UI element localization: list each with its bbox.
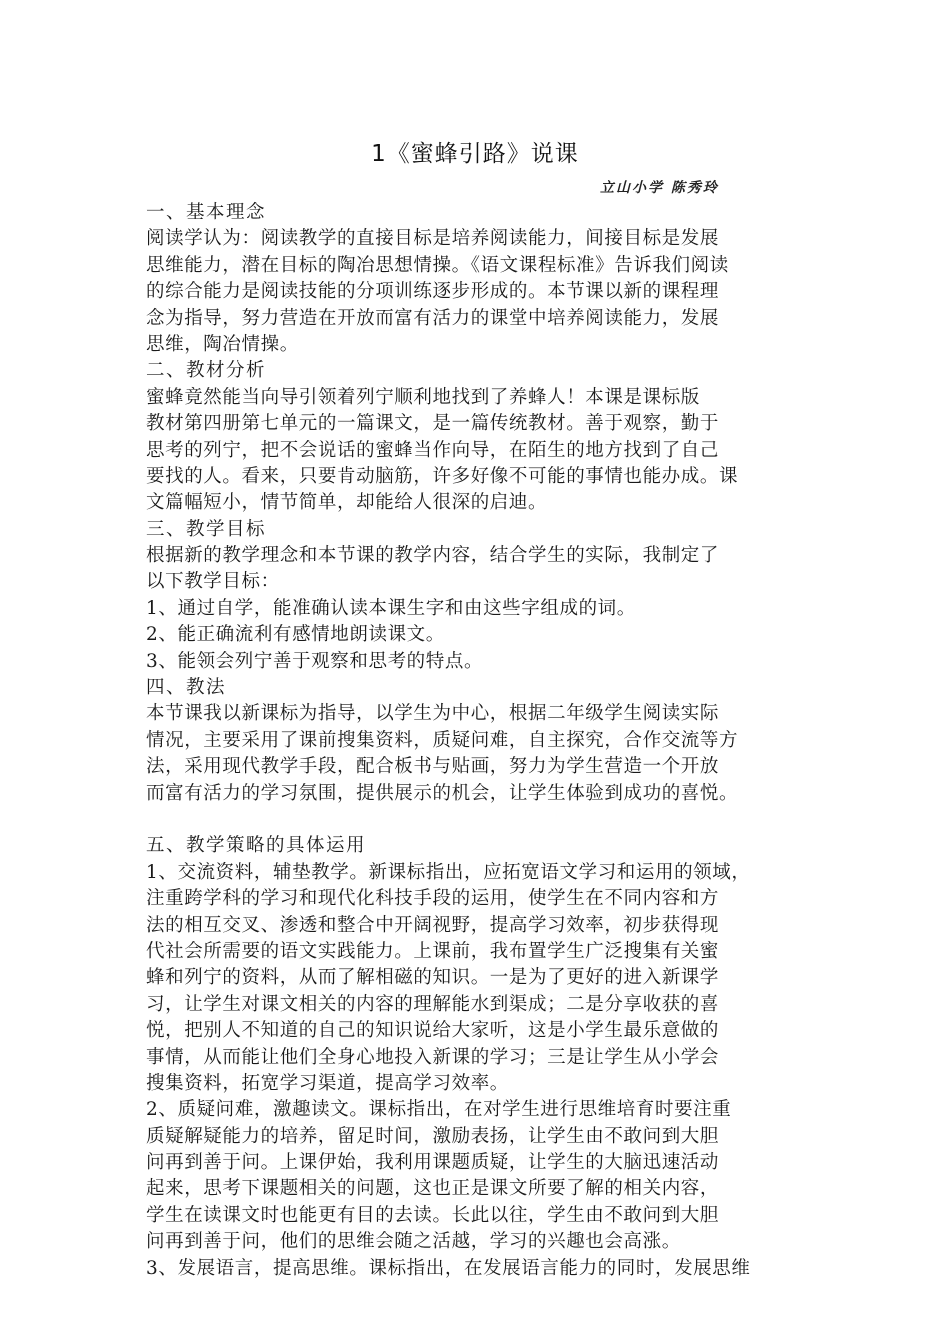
page-title: 1《蜜蜂引路》说课 [371,141,579,167]
section-heading: 一、基本理念 [146,202,267,223]
paragraph-line: 悦，把别人不知道的自己的知识说给大家听，这是小学生最乐意做的 [146,1020,720,1042]
section-teaching-goals [146,517,836,675]
paragraph-line: 而富有活力的学习氛围，提供展示的机会，让学生体验到成功的喜悦。 [146,782,739,804]
paragraph-line: 起来，思考下课题相关的问题，这也正是课文所要了解的相关内容， [146,1178,720,1200]
goal-item: 1、通过自学，能准确认读本课生字和由这些字组成的词。 [146,597,636,619]
paragraph-line: 搜集资料，拓宽学习渠道，提高学习效率。 [146,1072,509,1094]
section-heading: 二、教材分析 [146,360,267,382]
section-material-analysis [146,358,836,516]
paragraph-line: 文篇幅短小，情节简单，却能给人很深的启迪。 [146,492,548,514]
author-line: 立山小学 陈秀玲 [600,180,719,196]
paragraph-line: 思维能力，潜在目标的陶冶思想情操。《语文课程标准》告诉我们阅读 [146,254,729,276]
paragraph-line: 问再到善于问，他们的思维会随之活越，学习的兴趣也会高涨。 [146,1231,681,1253]
paragraph-line: 以下教学目标： [146,571,280,593]
paragraph-line: 念为指导，努力营造在开放而富有活力的课堂中培养阅读能力，发展 [146,307,720,329]
blank-line [146,807,836,833]
paragraph-line: 注重跨学科的学习和现代化科技手段的运用，使学生在不同内容和方 [146,888,720,910]
section-teaching-strategy [146,833,836,1282]
paragraph-line: 法的相互交叉、渗透和整合中开阔视野，提高学习效率，初步获得现 [146,914,720,936]
section-heading: 四、教法 [146,677,227,699]
section-basic-idea [146,200,836,358]
goal-item: 2、能正确流利有感情地朗读课文。 [146,624,445,646]
paragraph-line: 1、交流资料，辅垫教学。新课标指出，应拓宽语文学习和运用的领域， [146,861,751,883]
paragraph-line: 代社会所需要的语文实践能力。上课前，我布置学生广泛搜集有关蜜 [146,940,720,962]
paragraph-line: 法，采用现代教学手段，配合板书与贴画，努力为学生营造一个开放 [146,756,720,778]
paragraph-line: 阅读学认为：阅读教学的直接目标是培养阅读能力，间接目标是发展 [146,228,720,250]
goal-item: 3、能领会列宁善于观察和思考的特点。 [146,650,484,672]
paragraph-line: 3、发展语言，提高思维。课标指出，在发展语言能力的同时，发展思维 [146,1257,751,1279]
paragraph-line: 蜜蜂竟然能当向导引领着列宁顺利地找到了养蜂人！本课是课标版 [146,386,700,408]
section-teaching-method [146,675,836,807]
paragraph-line: 思考的列宁，把不会说话的蜜蜂当作向导，在陌生的地方找到了自己 [146,439,720,461]
document-body [146,200,836,1282]
paragraph-line: 事情，从而能让他们全身心地投入新课的学习；三是让学生从小学会 [146,1046,720,1068]
paragraph-line: 2、质疑问难，激趣读文。课标指出，在对学生进行思维培育时要注重 [146,1099,732,1121]
paragraph-line: 要找的人。看来，只要肯动脑筋，许多好像不可能的事情也能办成。课 [146,465,739,487]
paragraph-line: 问再到善于问。上课伊始，我利用课题质疑，让学生的大脑迅速活动 [146,1152,720,1174]
paragraph-line: 蜂和列宁的资料，从而了解相磁的知识。一是为了更好的进入新课学 [146,967,720,989]
section-heading: 三、教学目标 [146,518,267,540]
paragraph-line: 习，让学生对课文相关的内容的理解能水到渠成；二是分享收获的喜 [146,993,720,1015]
paragraph-line: 教材第四册第七单元的一篇课文，是一篇传统教材。善于观察，勤于 [146,413,720,435]
paragraph-line: 质疑解疑能力的培养，留足时间，激励表扬，让学生由不敢问到大胆 [146,1125,720,1147]
paragraph-line: 的综合能力是阅读技能的分项训练逐步形成的。本节课以新的课程理 [146,281,720,303]
paragraph-line: 情况，主要采用了课前搜集资料，质疑问难，自主探究，合作交流等方 [146,729,739,751]
section-heading: 五、教学策略的具体运用 [146,835,367,857]
paragraph-line: 学生在读课文时也能更有目的去读。长此以往，学生由不敢问到大胆 [146,1204,720,1226]
paragraph-line: 根据新的教学理念和本节课的教学内容，结合学生的实际，我制定了 [146,545,720,567]
paragraph-line: 思维，陶冶情操。 [146,333,299,355]
paragraph-line: 本节课我以新课标为指导，以学生为中心，根据二年级学生阅读实际 [146,703,720,725]
